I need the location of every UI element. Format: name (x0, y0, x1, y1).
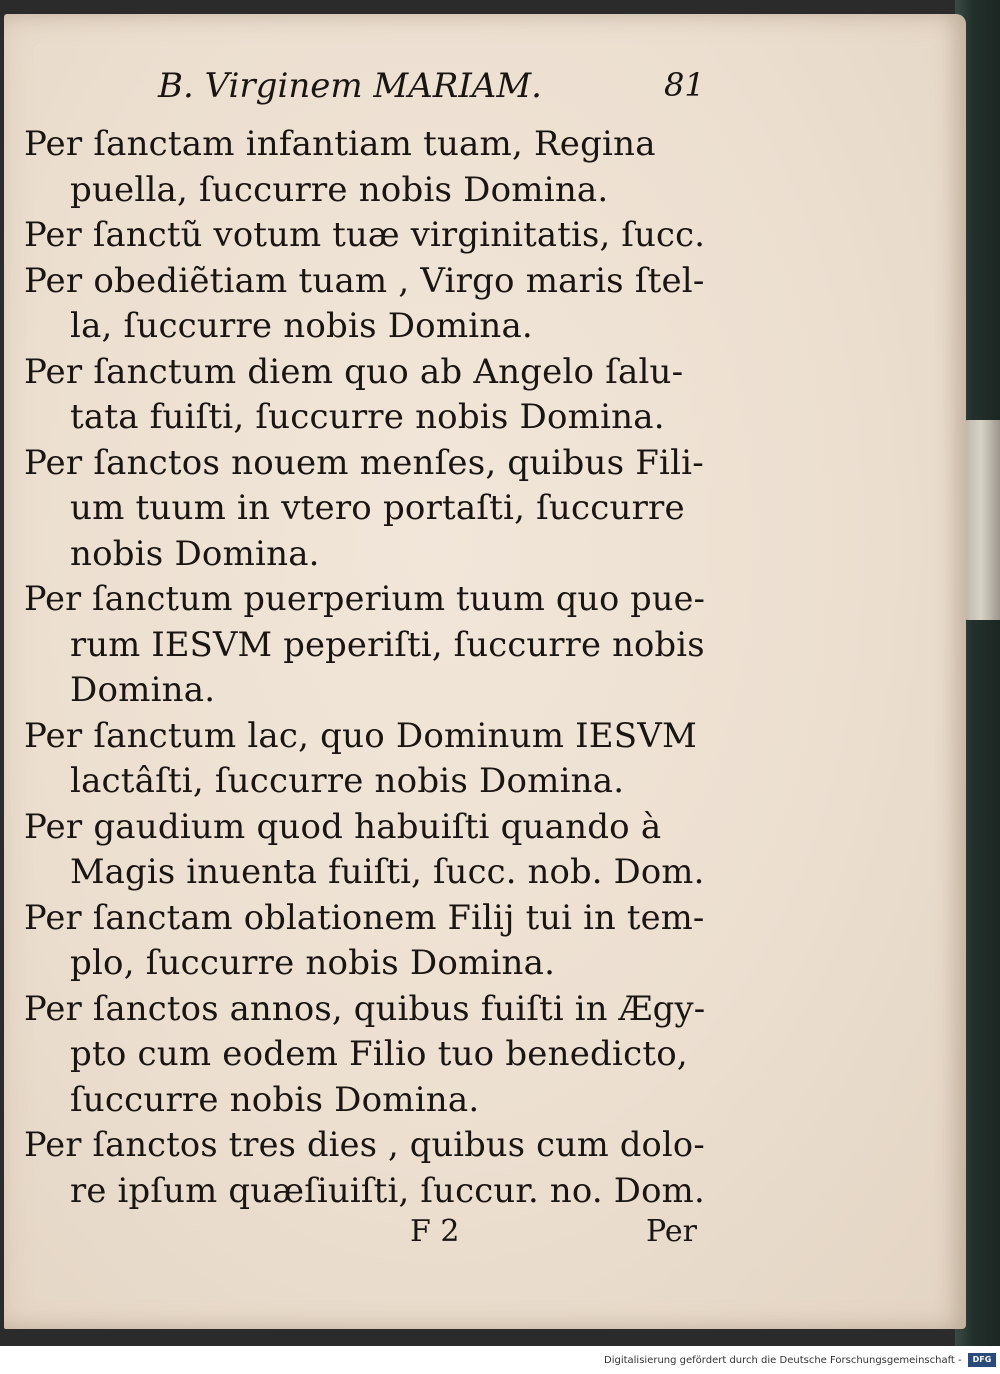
text-line: Per ſanctam oblationem Filij tui in tem- (24, 898, 705, 938)
text-line: Per ſanctũ votum tuæ virginitatis, ſucc. (24, 215, 706, 255)
text-line: Magis inuenta fuiſti, ſucc. nob. Dom. (70, 852, 705, 892)
text-line: puella, ſuccurre nobis Domina. (70, 170, 609, 210)
text-line: nobis Domina. (70, 534, 320, 574)
running-title: B. Virginem MARIAM. (158, 66, 542, 106)
text-line: lactâſti, ſuccurre nobis Domina. (70, 761, 625, 801)
text-line: re ipſum quæſiuiſti, ſuccur. no. Dom. (70, 1171, 705, 1211)
text-line: Per ſanctos tres dies , quibus cum dolo- (24, 1125, 705, 1165)
text-line: Per ſanctum diem quo ab Angelo ſalu- (24, 352, 684, 392)
catchword: Per (646, 1214, 697, 1249)
text-line: Per ſanctum lac, quo Dominum IESVM (24, 716, 698, 756)
page-number: 81 (664, 66, 705, 104)
text-line: pto cum eodem Filio tuo benedicto, (70, 1034, 688, 1074)
text-line: Per ſanctam infantiam tuam, Regina (24, 124, 656, 164)
text-line: Per ſanctos nouem menſes, quibus Fili- (24, 443, 704, 483)
text-line: um tuum in vtero portaſti, ſuccurre (70, 488, 685, 528)
text-line: Per gaudium quod habuiſti quando à (24, 807, 662, 847)
digitization-credit: Digitalisierung gefördert durch die Deutsche Forschungsgemeinschaft - (604, 1355, 962, 1366)
text-line: Per ſanctum puerperium tuum quo pue- (24, 579, 706, 619)
signature-mark: F 2 (410, 1214, 460, 1249)
text-line: Domina. (70, 670, 216, 710)
binding-clasp (962, 420, 1000, 620)
text-line: tata fuiſti, ſuccurre nobis Domina. (70, 397, 665, 437)
text-line: plo, ſuccurre nobis Domina. (70, 943, 556, 983)
text-line: la, ſuccurre nobis Domina. (70, 306, 533, 346)
text-line: Per ſanctos annos, quibus fuiſti in Ægy- (24, 989, 706, 1029)
text-line: rum IESVM peperiſti, ſuccurre nobis (70, 625, 705, 665)
text-line: Per obediẽtiam tuam , Virgo maris ſtel- (24, 261, 705, 301)
dfg-logo: DFG (968, 1353, 996, 1367)
text-line: ſuccurre nobis Domina. (70, 1080, 480, 1120)
